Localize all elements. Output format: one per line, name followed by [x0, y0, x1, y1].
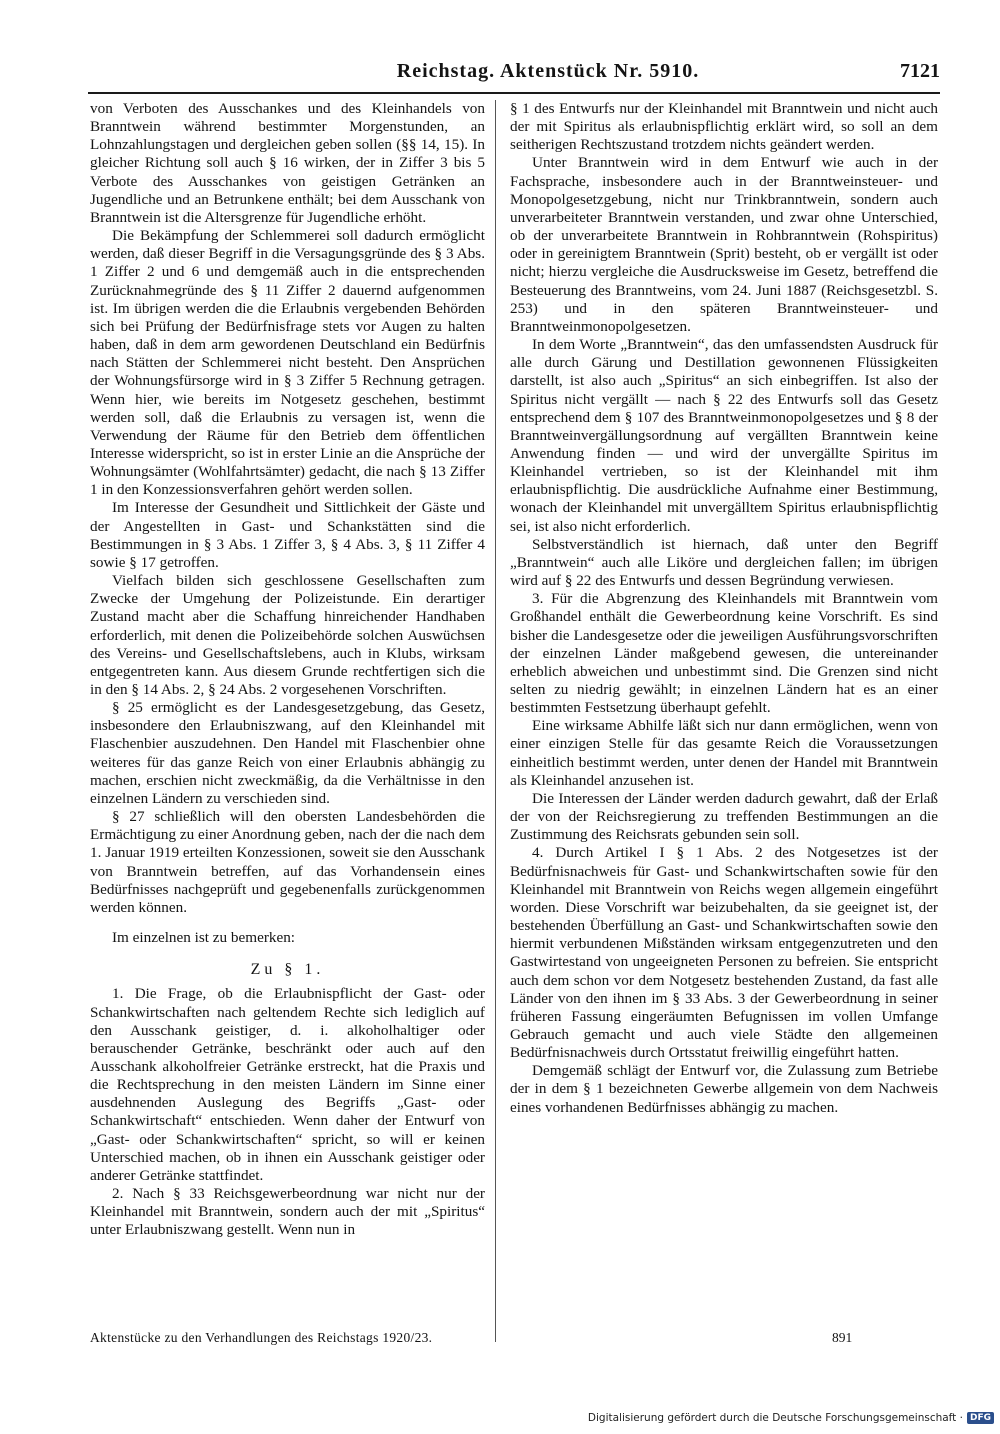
- right-paragraph: Eine wirksame Abhilfe läßt sich nur dann ermöglichen, wenn von einer einzigen Stelle für das gesamte Reich die Voraussetzungen einheitlich bestimmt werden, unter denen der Handel mit Branntwein als Kleinhandel anzusehen ist.: [510, 717, 938, 789]
- right-paragraph: § 1 des Entwurfs nur der Kleinhandel mit Branntwein und nicht auch der mit Spiritus als erlaubnispflichtig erklärt wird, so soll an dem seitherigen Rechtszustand trotzdem nichts geändert werden.: [510, 100, 938, 154]
- right-paragraph: 3. Für die Abgrenzung des Kleinhandels mit Branntwein vom Großhandel enthält die Gewerbeordnung keine Vorschrift. Es sind bisher die Landesgesetze oder die jeweiligen Ausführungsvorschriften der einzelnen Länder maßgebend gewesen, die untereinander erheblich abweichen und unbestimmt sind. Die Grenzen sind nicht selten zu niedrig gewählt; in einzelnen Ländern hat es an einer bestimmten Festsetzung überhaupt gefehlt.: [510, 590, 938, 717]
- credit-text: Digitalisierung gefördert durch die Deutsche Forschungsgemeinschaft ·: [587, 1412, 963, 1424]
- right-paragraph: Unter Branntwein wird in dem Entwurf wie auch in der Fachsprache, insbesondere auch in der Branntweinsteuer- und Monopolgesetzgebung, nicht nur Trinkbranntwein, sondern auch unverarbeiteter Branntwein verstanden, und zwar ohne Unterschied, ob der unverarbeitete Branntwein in Rohbranntwein (Rohspiritus) oder in gereinigtem Branntwein (Sprit) besteht, ob er vergällt ist oder nicht; hierzu vergleiche die Ausdrucksweise im Gesetz, betreffend die Besteuerung des Branntweins, vom 24. Juni 1887 (Reichsgesetzbl. S. 253) und in den späteren Branntweinsteuer- und Branntweinmonopolgesetzen.: [510, 154, 938, 335]
- section-paragraph: 2. Nach § 33 Reichsgewerbeordnung war nicht nur der Kleinhandel mit Branntwein, sondern auch der mit „Spiritus“ unter Erlaubniszwang gestellt. Wenn nun in: [90, 1185, 485, 1239]
- digitization-credit: [588, 1412, 994, 1424]
- left-paragraph: Im Interesse der Gesundheit und Sittlichkeit der Gäste und der Angestellten in Gast- und Schankstätten sind die Bestimmungen in § 3 Abs. 1 Ziffer 3, § 4 Abs. 3, § 11 Ziffer 4 sowie § 17 getroffen.: [90, 499, 485, 571]
- left-paragraph: Vielfach bilden sich geschlossene Gesellschaften zum Zwecke der Umgehung der Polizeistunde. Ein derartiger Zustand macht aber die Schaffung hinreichender Handhaben erforderlich, mit denen die Polizeibehörde solchen Auswüchsen des Vereins- und Gesellschaftslebens, auch in Klubs, wirksam entgegentreten kann. Aus diesem Grunde rechtfertigen sich die in den § 14 Abs. 2, § 24 Abs. 2 vorgesehenen Vorschriften.: [90, 572, 485, 698]
- footer-number: 891: [832, 1330, 853, 1345]
- page-number: 7121: [900, 60, 940, 82]
- left-paragraph: Die Bekämpfung der Schlemmerei soll dadurch ermöglicht werden, daß dieser Begriff in die Versagungsgründe des § 3 Abs. 1 Ziffer 2 und 6 und demgemäß auch in die entsprechenden Zurücknahmegründe des § 11 Ziffer 2 dauernd aufgenommen ist. Im übrigen werden die die Erlaubnis vergebenden Behörden sich bei Prüfung der Bedürfnisfrage stets vor Augen zu halten haben, daß in dem arm gewordenen Deutschland ein Bedürfnis nach Stätten der Schlemmerei nicht besteht. Den Ansprüchen der Wohnungsfürsorge wird in § 3 Ziffer 5 Rechnung getragen. Wenn hier, wie bereits im Notgesetz geschehen, bestimmt werden soll, daß die Erlaubnis zu versagen ist, wenn die Verwendung der Räume für den Betrieb dem öffentlichen Interesse widerspricht, so ist in erster Linie an die Ansprüche der Wohnungsämter (Wohlfahrtsämter) gedacht, die nach § 13 Ziffer 1 in den Konzessionsverfahren gehört werden sollen.: [90, 227, 485, 499]
- intro-line: Im einzelnen ist zu bemerken:: [112, 929, 296, 947]
- left-paragraph: § 25 ermöglicht es der Landesgesetzgebung, das Gesetz, insbesondere den Erlaubniszwang, auf den Kleinhandel mit Flaschenbier auszudehnen. Den Handel mit Flaschenbier ohne weiteres für das ganze Reich von einer Erlaubnis abhängig zu machen, erschien nicht zweckmäßig, da die Verhältnisse in den einzelnen Ländern zu verschieden sind.: [90, 699, 485, 807]
- header-rule: [88, 92, 940, 94]
- column-divider: [495, 100, 496, 1342]
- section-paragraph: 1. Die Frage, ob die Erlaubnispflicht der Gast- oder Schankwirtschaften nach geltendem Rechte sich lediglich auf den Ausschank geistiger, d. i. alkoholhaltiger oder berauschender Getränke, beschränkt oder auch auf den Ausschank alkoholfreier Getränke erstreckt, hat die Praxis und die Rechtsprechung in den meisten Ländern im Sinne einer ausdehnenden Auslegung des Begriffs „Gast- oder Schankwirtschaft“ entschieden. Wenn daher der Entwurf von „Gast- oder Schankwirtschaften“ spricht, so will er keinen Unterschied machen, ob in ihnen ein Ausschank geistiger oder anderer Getränke stattfindet.: [90, 985, 485, 1184]
- left-paragraph: von Verboten des Ausschankes und des Kleinhandels von Branntwein während bestimmter Morgenstunden, an Lohnzahlungstagen und dergleichen geben sollen (§§ 14, 15). In gleicher Richtung soll auch § 16 wirken, der in Ziffer 3 bis 5 Verbote des Ausschankes von geistigen Getränken an Jugendliche und an Betrunkene enthält; bei dem Ausschank von Branntwein ist die Altersgrenze für Jugendliche erhöht.: [90, 100, 485, 226]
- page-title: Reichstag. Aktenstück Nr. 5910.: [396, 60, 700, 82]
- left-paragraph: § 27 schließlich will den obersten Landesbehörden die Ermächtigung zu einer Anordnung geben, nach der die nach dem 1. Januar 1919 erteilten Konzessionen, soweit sie den Ausschank von Branntwein betreffen, auf das Vorhandensein eines Bedürfnisses nachgeprüft und gegebenenfalls zurückgenommen werden können.: [90, 808, 485, 916]
- dfg-logo-icon: DFG: [967, 1412, 994, 1424]
- right-paragraph: In dem Worte „Branntwein“, das den umfassendsten Ausdruck für alle durch Gärung und Destillation gewonnenen Flüssigkeiten darstellt, ist also auch „Spiritus“ an sich einbegriffen. Ist also der Spiritus nicht vergällt — nach § 22 des Entwurfs soll das Gesetz entsprechend dem § 107 des Branntweinmonopolgesetzes und § 8 der Branntweinvergällungsordnung auf vergällten Branntwein keine Anwendung finden — und wird der unvergällte Spiritus im Kleinhandel vertrieben, so ist der Kleinhandel mit ihm erlaubnispflichtig. Die ausdrückliche Aufnahme einer Bestimmung, wonach der Kleinhandel mit unvergälltem Spiritus erlaubnispflichtig sei, ist also nicht erforderlich.: [510, 336, 938, 535]
- right-paragraph: Selbstverständlich ist hiernach, daß unter den Begriff „Branntwein“ auch alle Liköre und dergleichen fallen; im übrigen wird auf § 22 des Entwurfs und dessen Begründung verwiesen.: [510, 535, 938, 590]
- section-heading: Zu § 1.: [250, 961, 325, 979]
- right-column: [510, 100, 938, 1117]
- left-column: [90, 100, 485, 1240]
- footer-source: Aktenstücke zu den Verhandlungen des Reichstags 1920/23.: [90, 1330, 433, 1345]
- page-header: [88, 60, 940, 96]
- right-paragraph: Demgemäß schlägt der Entwurf vor, die Zulassung zum Betriebe der in dem § 1 bezeichneten Gewerbe allgemein von dem Nachweis eines vorhandenen Bedürfnisses abhängig zu machen.: [510, 1062, 938, 1116]
- right-paragraph: Die Interessen der Länder werden dadurch gewahrt, daß der Erlaß der von der Reichsregierung zu treffenden Bestimmungen an die Zustimmung des Reichsrats gebunden sein soll.: [510, 789, 938, 844]
- right-paragraph: 4. Durch Artikel I § 1 Abs. 2 des Notgesetzes ist der Bedürfnisnachweis für Gast- und Schankwirtschaften sowie für den Kleinhandel mit Branntwein von Reichs wegen allgemein eingeführt worden. Diese Vorschrift war beizubehalten, da sie geeignet ist, der bestehenden Überfüllung an Gast- und Schankwirtschaften sowie den hiermit verbundenen Mißständen wirksam entgegenzutreten und den Gastwirtestand von ungeeigneten Personen zu befreien. Sie entspricht auch dem schon vor dem Notgesetz bestehenden Zustand, da fast alle Länder von den ihnen im § 33 Abs. 3 der Gewerbeordnung in seiner früheren Fassung eingeräumten Befugnissen im vollen Umfange Gebrauch gemacht und auch viele Städte den allgemeinen Bedürfnisnachweis durch Ortsstatut freiwillig eingeführt hatten.: [510, 844, 938, 1062]
